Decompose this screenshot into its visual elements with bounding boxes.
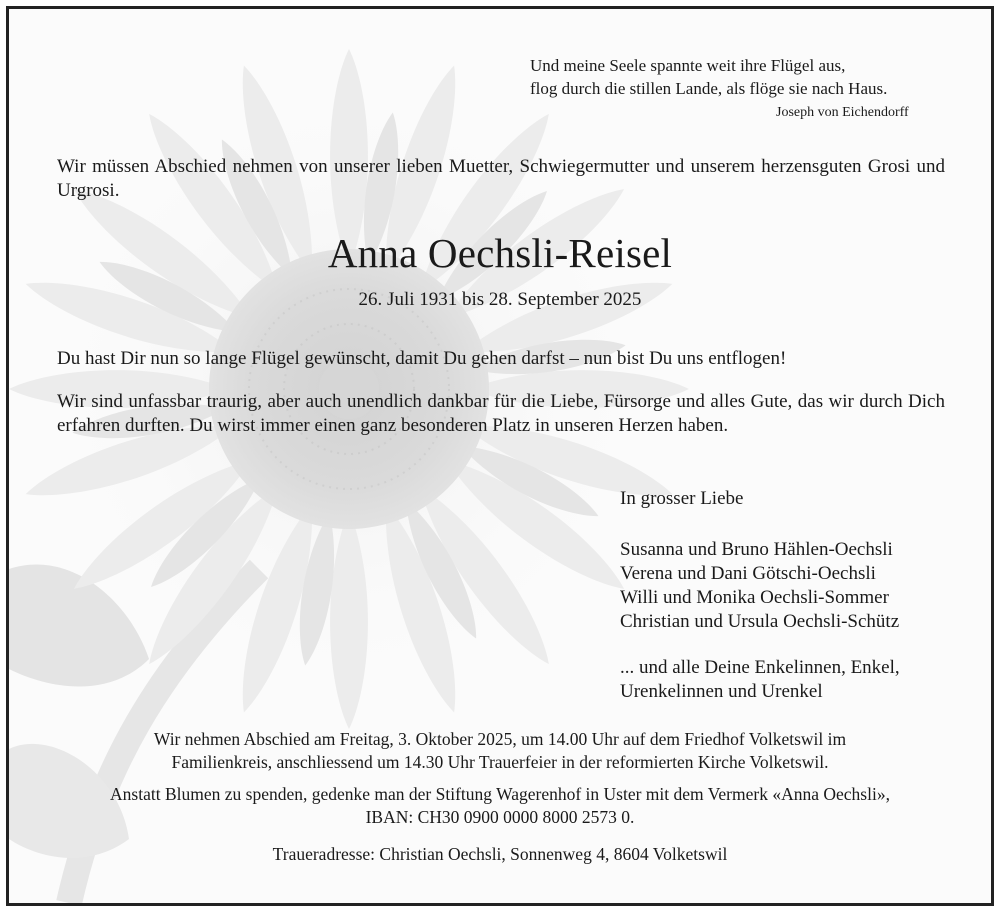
deceased-name: Anna Oechsli-Reisel bbox=[327, 230, 673, 276]
family-member: Verena und Dani Götschi-Oechsli bbox=[620, 563, 876, 584]
quote-line: flog durch die stillen Lande, als flöge sie nach Haus. bbox=[530, 79, 888, 98]
family-member: Christian und Ursula Oechsli-Schütz bbox=[620, 611, 900, 632]
quote-author: Joseph von Eichendorff bbox=[776, 105, 909, 120]
life-dates: 26. Juli 1931 bis 28. September 2025 bbox=[358, 289, 642, 310]
intro-text: Wir müssen Abschied nehmen von unserer lieben Muetter, Schwiegermutter und unserem herzensguten Grosi und Urgrosi. bbox=[57, 156, 945, 201]
obituary-frame bbox=[6, 6, 994, 906]
quote-block bbox=[530, 54, 887, 100]
extended-family-line: Urenkelinnen und Urenkel bbox=[620, 681, 823, 702]
family-member: Willi und Monika Oechsli-Sommer bbox=[620, 587, 889, 608]
donation-info bbox=[9, 783, 991, 829]
ceremony-line: Wir nehmen Abschied am Freitag, 3. Oktober 2025, um 14.00 Uhr auf dem Friedhof Volketswil im bbox=[153, 729, 847, 749]
farewell-paragraph: Du hast Dir nun so lange Flügel gewünscht, damit Du gehen darfst – nun bist Du uns entflogen! bbox=[57, 348, 787, 369]
mourning-address: Traueradresse: Christian Oechsli, Sonnenweg 4, 8604 Volketswil bbox=[272, 844, 728, 864]
donation-line: Anstatt Blumen zu spenden, gedenke man der Stiftung Wagerenhof in Uster mit dem Vermerk «Anna Oechsli», bbox=[110, 784, 890, 804]
ceremony-info bbox=[9, 728, 991, 774]
extended-family-line: ... und alle Deine Enkelinnen, Enkel, bbox=[620, 657, 900, 678]
gratitude-paragraph: Wir sind unfassbar traurig, aber auch unendlich dankbar für die Liebe, Fürsorge und alles Gute, das wir durch Dich erfahren durften. Du wirst immer einen ganz besonderen Platz in unseren Herzen haben. bbox=[57, 391, 945, 436]
extended-family bbox=[620, 656, 900, 704]
quote-line: Und meine Seele spannte weit ihre Flügel aus, bbox=[530, 56, 846, 75]
family-list bbox=[620, 538, 899, 634]
family-member: Susanna und Bruno Hählen-Oechsli bbox=[620, 539, 893, 560]
ceremony-line: Familienkreis, anschliessend um 14.30 Uhr Trauerfeier in der reformierten Kirche Volketswil. bbox=[171, 752, 829, 772]
signature-greeting: In grosser Liebe bbox=[620, 488, 744, 509]
donation-line: IBAN: CH30 0900 0000 8000 2573 0. bbox=[365, 807, 635, 827]
